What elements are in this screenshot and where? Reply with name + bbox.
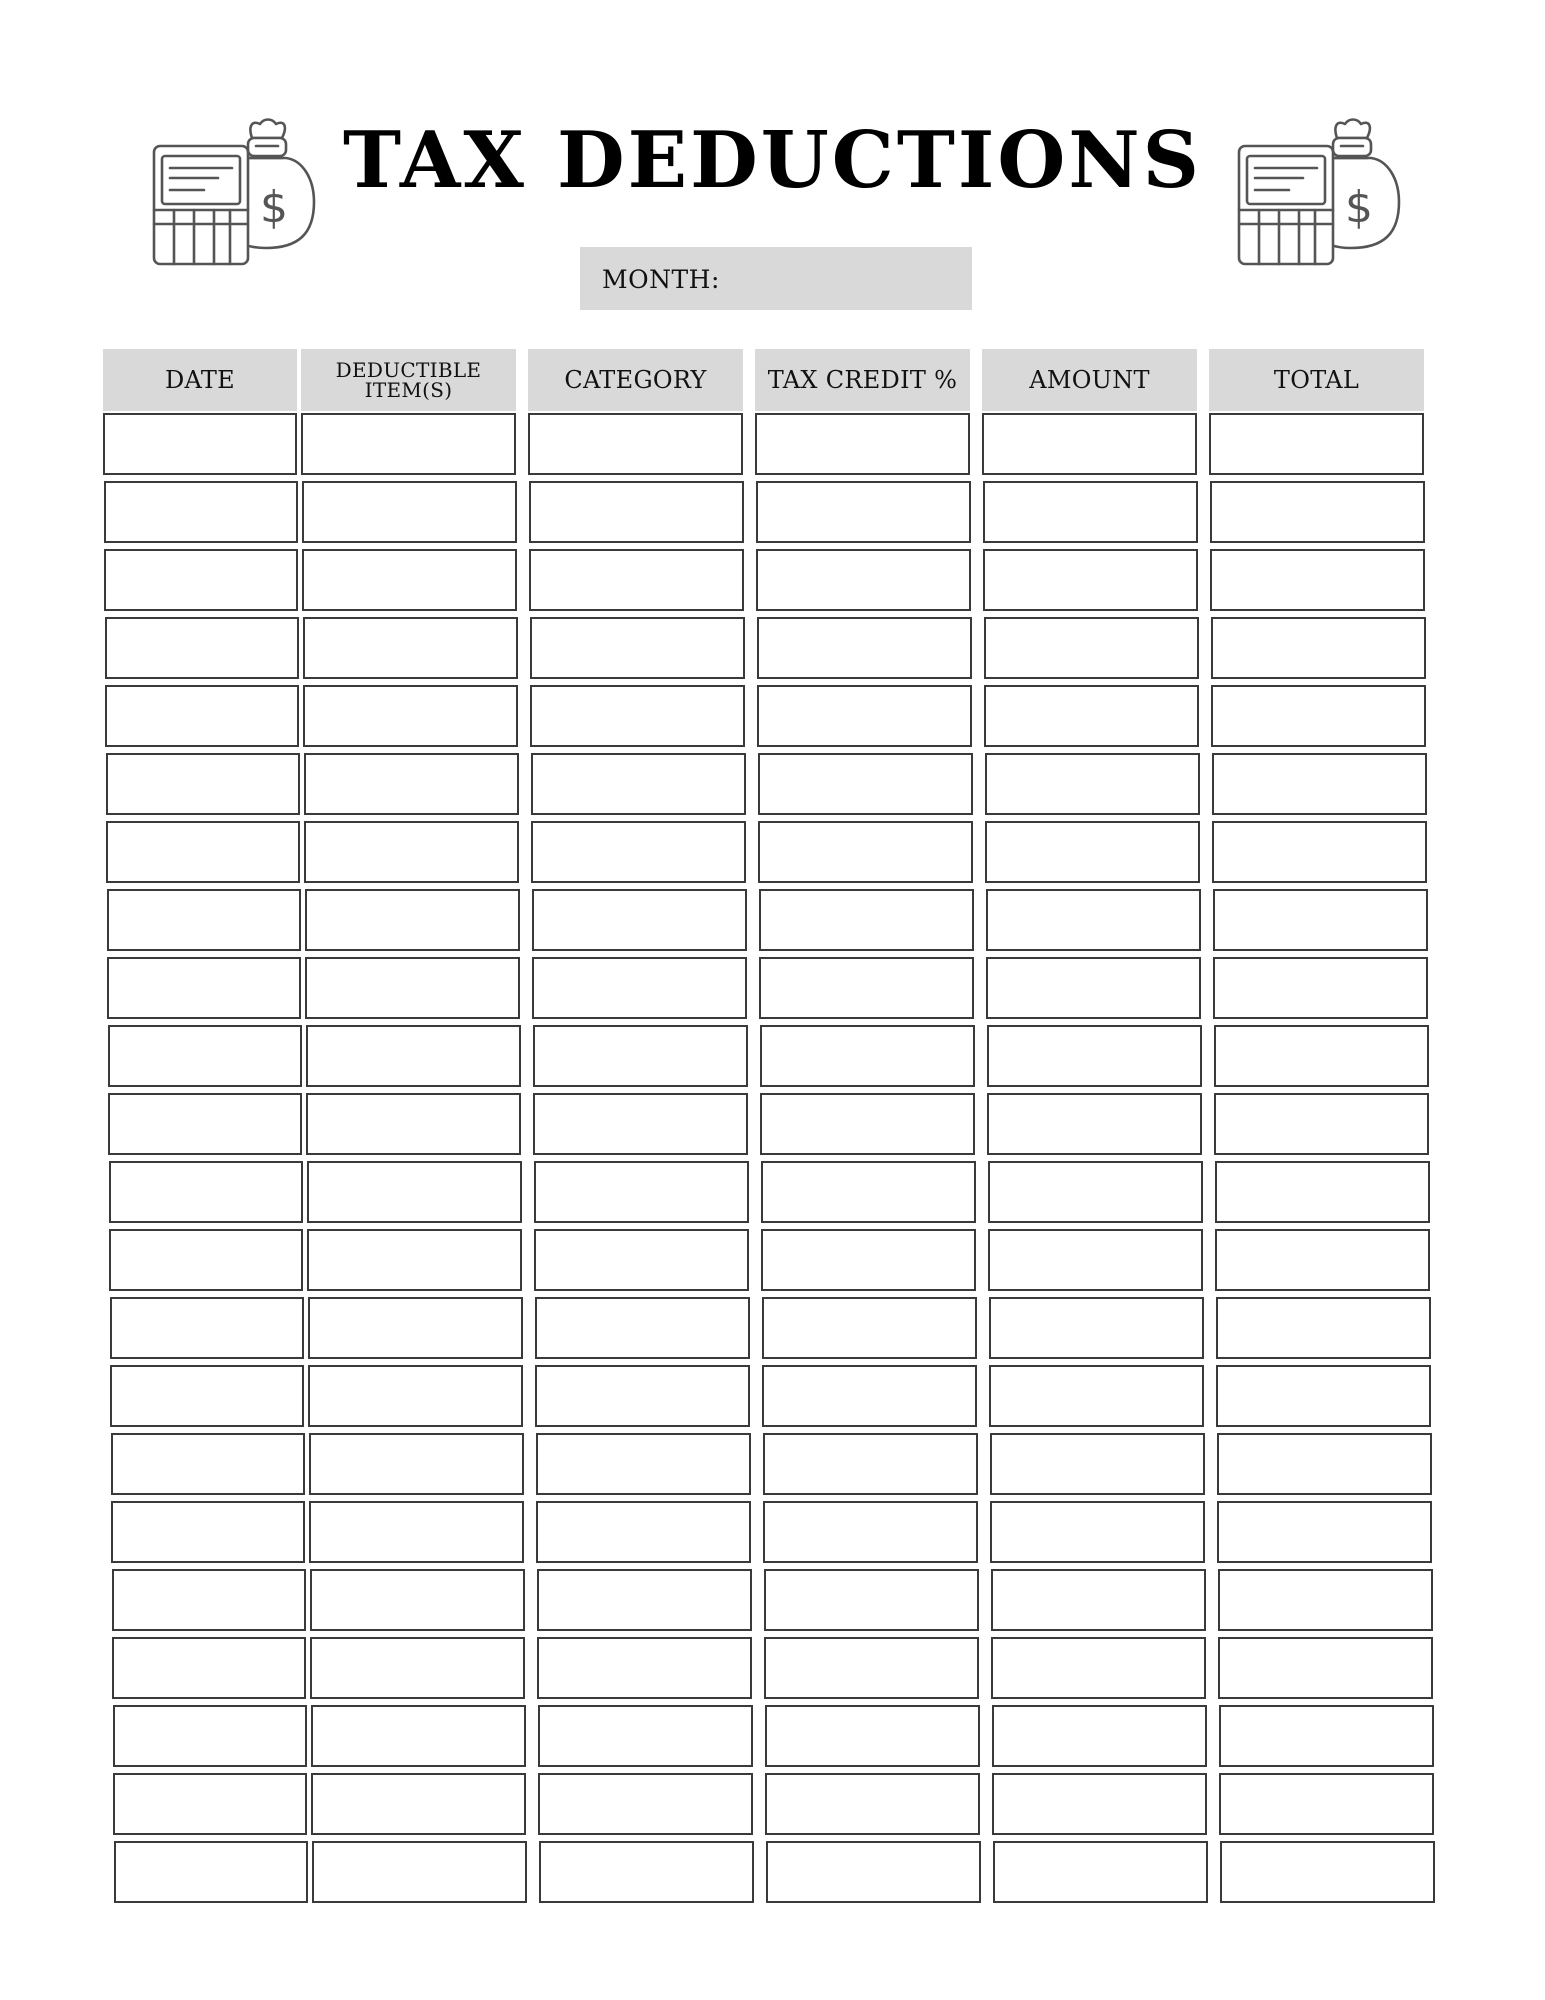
- table-cell-deductible-items[interactable]: [306, 1093, 521, 1155]
- table-cell-tax-credit[interactable]: [764, 1569, 979, 1631]
- table-cell-category[interactable]: [533, 1025, 748, 1087]
- table-cell-total[interactable]: [1214, 1093, 1429, 1155]
- table-cell-deductible-items[interactable]: [309, 1433, 524, 1495]
- table-cell-deductible-items[interactable]: [305, 957, 520, 1019]
- table-cell-total[interactable]: [1218, 1637, 1433, 1699]
- table-cell-tax-credit[interactable]: [761, 1229, 976, 1291]
- table-cell-date[interactable]: [114, 1841, 308, 1903]
- table-cell-date[interactable]: [112, 1569, 306, 1631]
- table-cell-deductible-items[interactable]: [308, 1297, 523, 1359]
- table-cell-tax-credit[interactable]: [764, 1637, 979, 1699]
- table-cell-total[interactable]: [1214, 1025, 1429, 1087]
- table-cell-total[interactable]: [1211, 685, 1426, 747]
- table-cell-category[interactable]: [535, 1297, 750, 1359]
- table-cell-tax-credit[interactable]: [760, 1093, 975, 1155]
- table-cell-category[interactable]: [530, 685, 745, 747]
- table-cell-deductible-items[interactable]: [311, 1773, 526, 1835]
- table-cell-category[interactable]: [535, 1365, 750, 1427]
- table-cell-amount[interactable]: [987, 1093, 1202, 1155]
- table-cell-amount[interactable]: [991, 1569, 1206, 1631]
- table-cell-total[interactable]: [1216, 1297, 1431, 1359]
- table-cell-tax-credit[interactable]: [762, 1297, 977, 1359]
- table-cell-category[interactable]: [534, 1229, 749, 1291]
- table-cell-total[interactable]: [1213, 957, 1428, 1019]
- table-cell-amount[interactable]: [983, 481, 1198, 543]
- table-cell-tax-credit[interactable]: [766, 1841, 981, 1903]
- table-cell-amount[interactable]: [990, 1501, 1205, 1563]
- table-cell-deductible-items[interactable]: [304, 821, 519, 883]
- table-cell-deductible-items[interactable]: [310, 1569, 525, 1631]
- table-cell-category[interactable]: [536, 1501, 751, 1563]
- table-cell-date[interactable]: [110, 1365, 304, 1427]
- table-cell-category[interactable]: [537, 1569, 752, 1631]
- table-cell-tax-credit[interactable]: [765, 1773, 980, 1835]
- table-cell-category[interactable]: [537, 1637, 752, 1699]
- column-header-date: DATE: [103, 349, 297, 411]
- column-header-deductible-items: DEDUCTIBLE ITEM(S): [301, 349, 516, 411]
- table-cell-tax-credit[interactable]: [760, 1025, 975, 1087]
- table-cell-total[interactable]: [1210, 481, 1425, 543]
- table-cell-total[interactable]: [1217, 1501, 1432, 1563]
- table-cell-amount[interactable]: [984, 617, 1199, 679]
- table-cell-deductible-items[interactable]: [302, 549, 517, 611]
- table-cell-amount[interactable]: [992, 1705, 1207, 1767]
- table-cell-amount[interactable]: [989, 1365, 1204, 1427]
- table-cell-category[interactable]: [536, 1433, 751, 1495]
- table-cell-category[interactable]: [530, 617, 745, 679]
- svg-text:$: $: [260, 182, 288, 233]
- table-cell-date[interactable]: [105, 685, 299, 747]
- table-cell-category[interactable]: [529, 549, 744, 611]
- column-header-total: TOTAL: [1209, 349, 1424, 411]
- table-cell-date[interactable]: [113, 1773, 307, 1835]
- table-cell-tax-credit[interactable]: [763, 1501, 978, 1563]
- table-cell-date[interactable]: [110, 1297, 304, 1359]
- table-cell-tax-credit[interactable]: [759, 889, 974, 951]
- table-cell-total[interactable]: [1210, 549, 1425, 611]
- table-cell-tax-credit[interactable]: [756, 549, 971, 611]
- table-cell-deductible-items[interactable]: [312, 1841, 527, 1903]
- table-cell-deductible-items[interactable]: [301, 413, 516, 475]
- table-cell-deductible-items[interactable]: [306, 1025, 521, 1087]
- table-cell-category[interactable]: [538, 1705, 753, 1767]
- table-cell-deductible-items[interactable]: [302, 481, 517, 543]
- table-cell-category[interactable]: [533, 1093, 748, 1155]
- table-cell-total[interactable]: [1217, 1433, 1432, 1495]
- table-cell-amount[interactable]: [983, 549, 1198, 611]
- table-cell-date[interactable]: [107, 889, 301, 951]
- table-cell-deductible-items[interactable]: [307, 1161, 522, 1223]
- table-cell-amount[interactable]: [989, 1297, 1204, 1359]
- table-cell-date[interactable]: [109, 1229, 303, 1291]
- table-cell-deductible-items[interactable]: [303, 617, 518, 679]
- table-cell-amount[interactable]: [984, 685, 1199, 747]
- table-cell-category[interactable]: [534, 1161, 749, 1223]
- table-cell-tax-credit[interactable]: [762, 1365, 977, 1427]
- table-cell-amount[interactable]: [986, 889, 1201, 951]
- table-cell-tax-credit[interactable]: [758, 821, 973, 883]
- table-cell-category[interactable]: [529, 481, 744, 543]
- table-cell-tax-credit[interactable]: [759, 957, 974, 1019]
- column-header-tax-credit: TAX CREDIT %: [755, 349, 970, 411]
- table-cell-tax-credit[interactable]: [756, 481, 971, 543]
- table-cell-amount[interactable]: [986, 957, 1201, 1019]
- table-cell-date[interactable]: [103, 413, 297, 475]
- table-cell-amount[interactable]: [985, 753, 1200, 815]
- table-cell-amount[interactable]: [988, 1229, 1203, 1291]
- table-cell-tax-credit[interactable]: [758, 753, 973, 815]
- table-cell-category[interactable]: [532, 957, 747, 1019]
- table-cell-date[interactable]: [106, 821, 300, 883]
- table-cell-amount[interactable]: [987, 1025, 1202, 1087]
- table-cell-date[interactable]: [108, 1025, 302, 1087]
- table-cell-date[interactable]: [107, 957, 301, 1019]
- month-label: MONTH:: [602, 265, 720, 294]
- table-cell-date[interactable]: [113, 1705, 307, 1767]
- column-header-category: CATEGORY: [528, 349, 743, 411]
- table-cell-category[interactable]: [538, 1773, 753, 1835]
- table-cell-total[interactable]: [1218, 1569, 1433, 1631]
- table-cell-date[interactable]: [112, 1637, 306, 1699]
- table-cell-amount[interactable]: [985, 821, 1200, 883]
- table-cell-amount[interactable]: [993, 1841, 1208, 1903]
- table-cell-total[interactable]: [1211, 617, 1426, 679]
- table-cell-tax-credit[interactable]: [763, 1433, 978, 1495]
- table-cell-date[interactable]: [108, 1093, 302, 1155]
- table-cell-total[interactable]: [1213, 889, 1428, 951]
- table-cell-deductible-items[interactable]: [308, 1365, 523, 1427]
- table-cell-total[interactable]: [1215, 1161, 1430, 1223]
- table-cell-amount[interactable]: [988, 1161, 1203, 1223]
- table-cell-tax-credit[interactable]: [755, 413, 970, 475]
- table-cell-deductible-items[interactable]: [305, 889, 520, 951]
- table-cell-total[interactable]: [1220, 1841, 1435, 1903]
- table-cell-date[interactable]: [111, 1501, 305, 1563]
- table-cell-date[interactable]: [104, 481, 298, 543]
- table-cell-deductible-items[interactable]: [310, 1637, 525, 1699]
- table-cell-tax-credit[interactable]: [761, 1161, 976, 1223]
- table-cell-total[interactable]: [1212, 753, 1427, 815]
- table-cell-category[interactable]: [532, 889, 747, 951]
- table-cell-tax-credit[interactable]: [765, 1705, 980, 1767]
- table-cell-amount[interactable]: [992, 1773, 1207, 1835]
- table-cell-deductible-items[interactable]: [307, 1229, 522, 1291]
- table-cell-amount[interactable]: [990, 1433, 1205, 1495]
- table-cell-category[interactable]: [531, 821, 746, 883]
- table-cell-date[interactable]: [105, 617, 299, 679]
- page-title: TAX DEDUCTIONS: [343, 115, 1202, 206]
- table-cell-amount[interactable]: [991, 1637, 1206, 1699]
- column-header-amount: AMOUNT: [982, 349, 1197, 411]
- table-cell-category[interactable]: [531, 753, 746, 815]
- table-cell-date[interactable]: [109, 1161, 303, 1223]
- table-cell-category[interactable]: [528, 413, 743, 475]
- table-cell-total[interactable]: [1219, 1705, 1434, 1767]
- table-cell-deductible-items[interactable]: [304, 753, 519, 815]
- table-cell-total[interactable]: [1215, 1229, 1430, 1291]
- table-cell-deductible-items[interactable]: [303, 685, 518, 747]
- table-cell-total[interactable]: [1209, 413, 1424, 475]
- table-cell-category[interactable]: [539, 1841, 754, 1903]
- table-cell-date[interactable]: [106, 753, 300, 815]
- table-cell-tax-credit[interactable]: [757, 685, 972, 747]
- table-cell-deductible-items[interactable]: [309, 1501, 524, 1563]
- table-cell-total[interactable]: [1219, 1773, 1434, 1835]
- svg-text:$: $: [1345, 182, 1373, 233]
- table-cell-tax-credit[interactable]: [757, 617, 972, 679]
- table-cell-date[interactable]: [104, 549, 298, 611]
- table-cell-amount[interactable]: [982, 413, 1197, 475]
- table-cell-total[interactable]: [1212, 821, 1427, 883]
- table-cell-deductible-items[interactable]: [311, 1705, 526, 1767]
- table-cell-date[interactable]: [111, 1433, 305, 1495]
- table-cell-total[interactable]: [1216, 1365, 1431, 1427]
